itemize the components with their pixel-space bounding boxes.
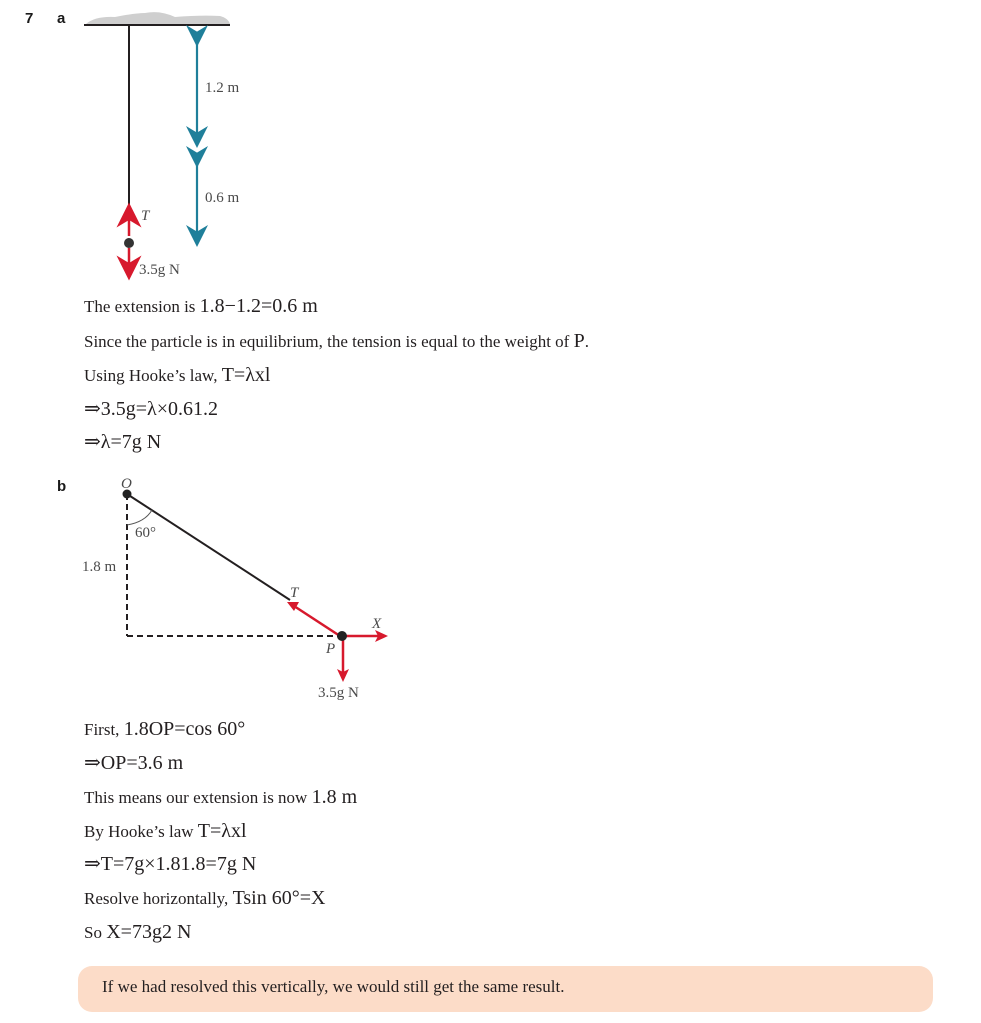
height-label: 1.8 m	[82, 559, 117, 575]
part-b-line-2: ⇒OP=3.6 m	[84, 752, 184, 774]
tension-label-b: T	[290, 585, 299, 601]
part-b-line-5: ⇒T=7g×1.81.8=7g N	[84, 853, 257, 875]
note-box	[78, 966, 933, 1012]
part-a-line-5: ⇒λ=7g N	[84, 431, 162, 453]
string-op	[127, 494, 290, 600]
part-a-line-4: ⇒3.5g=λ×0.61.2	[84, 398, 219, 420]
angle-label: 60°	[135, 525, 156, 541]
length-label-1-2m: 1.2 m	[205, 80, 240, 96]
part-b-line-6: Resolve horizontally, Tsin 60°=X	[84, 887, 326, 909]
part-b-label: b	[57, 478, 67, 495]
weight-label: 3.5g N	[139, 262, 180, 278]
question-number: 7	[25, 10, 34, 27]
part-a-line-3: Using Hooke’s law, T=λxl	[84, 364, 271, 386]
tension-label: T	[141, 208, 150, 224]
part-a-line-2: Since the particle is in equilibrium, the tension is equal to the weight of P.	[84, 330, 589, 352]
part-b-line-4: By Hooke’s law T=λxl	[84, 820, 247, 842]
tension-arrow-b	[294, 606, 340, 636]
part-b-line-1: First, 1.8OP=cos 60°	[84, 718, 246, 740]
length-label-0-6m: 0.6 m	[205, 190, 240, 206]
tension-arrowhead	[287, 602, 299, 611]
point-p-label: P	[326, 641, 336, 657]
part-b-line-3: This means our extension is now 1.8 m	[84, 786, 358, 808]
point-p-dot	[337, 631, 347, 641]
angle-arc	[127, 510, 152, 525]
part-b-line-7: So X=73g2 N	[84, 921, 192, 943]
part-a-line-1: The extension is 1.8−1.2=0.6 m	[84, 295, 318, 317]
part-a-label: a	[57, 10, 66, 27]
weight-label-b: 3.5g N	[318, 685, 359, 701]
force-x-label: X	[372, 616, 382, 632]
point-o-label: O	[121, 476, 132, 492]
note-text: If we had resolved this vertically, we would still get the same result.	[102, 977, 565, 996]
